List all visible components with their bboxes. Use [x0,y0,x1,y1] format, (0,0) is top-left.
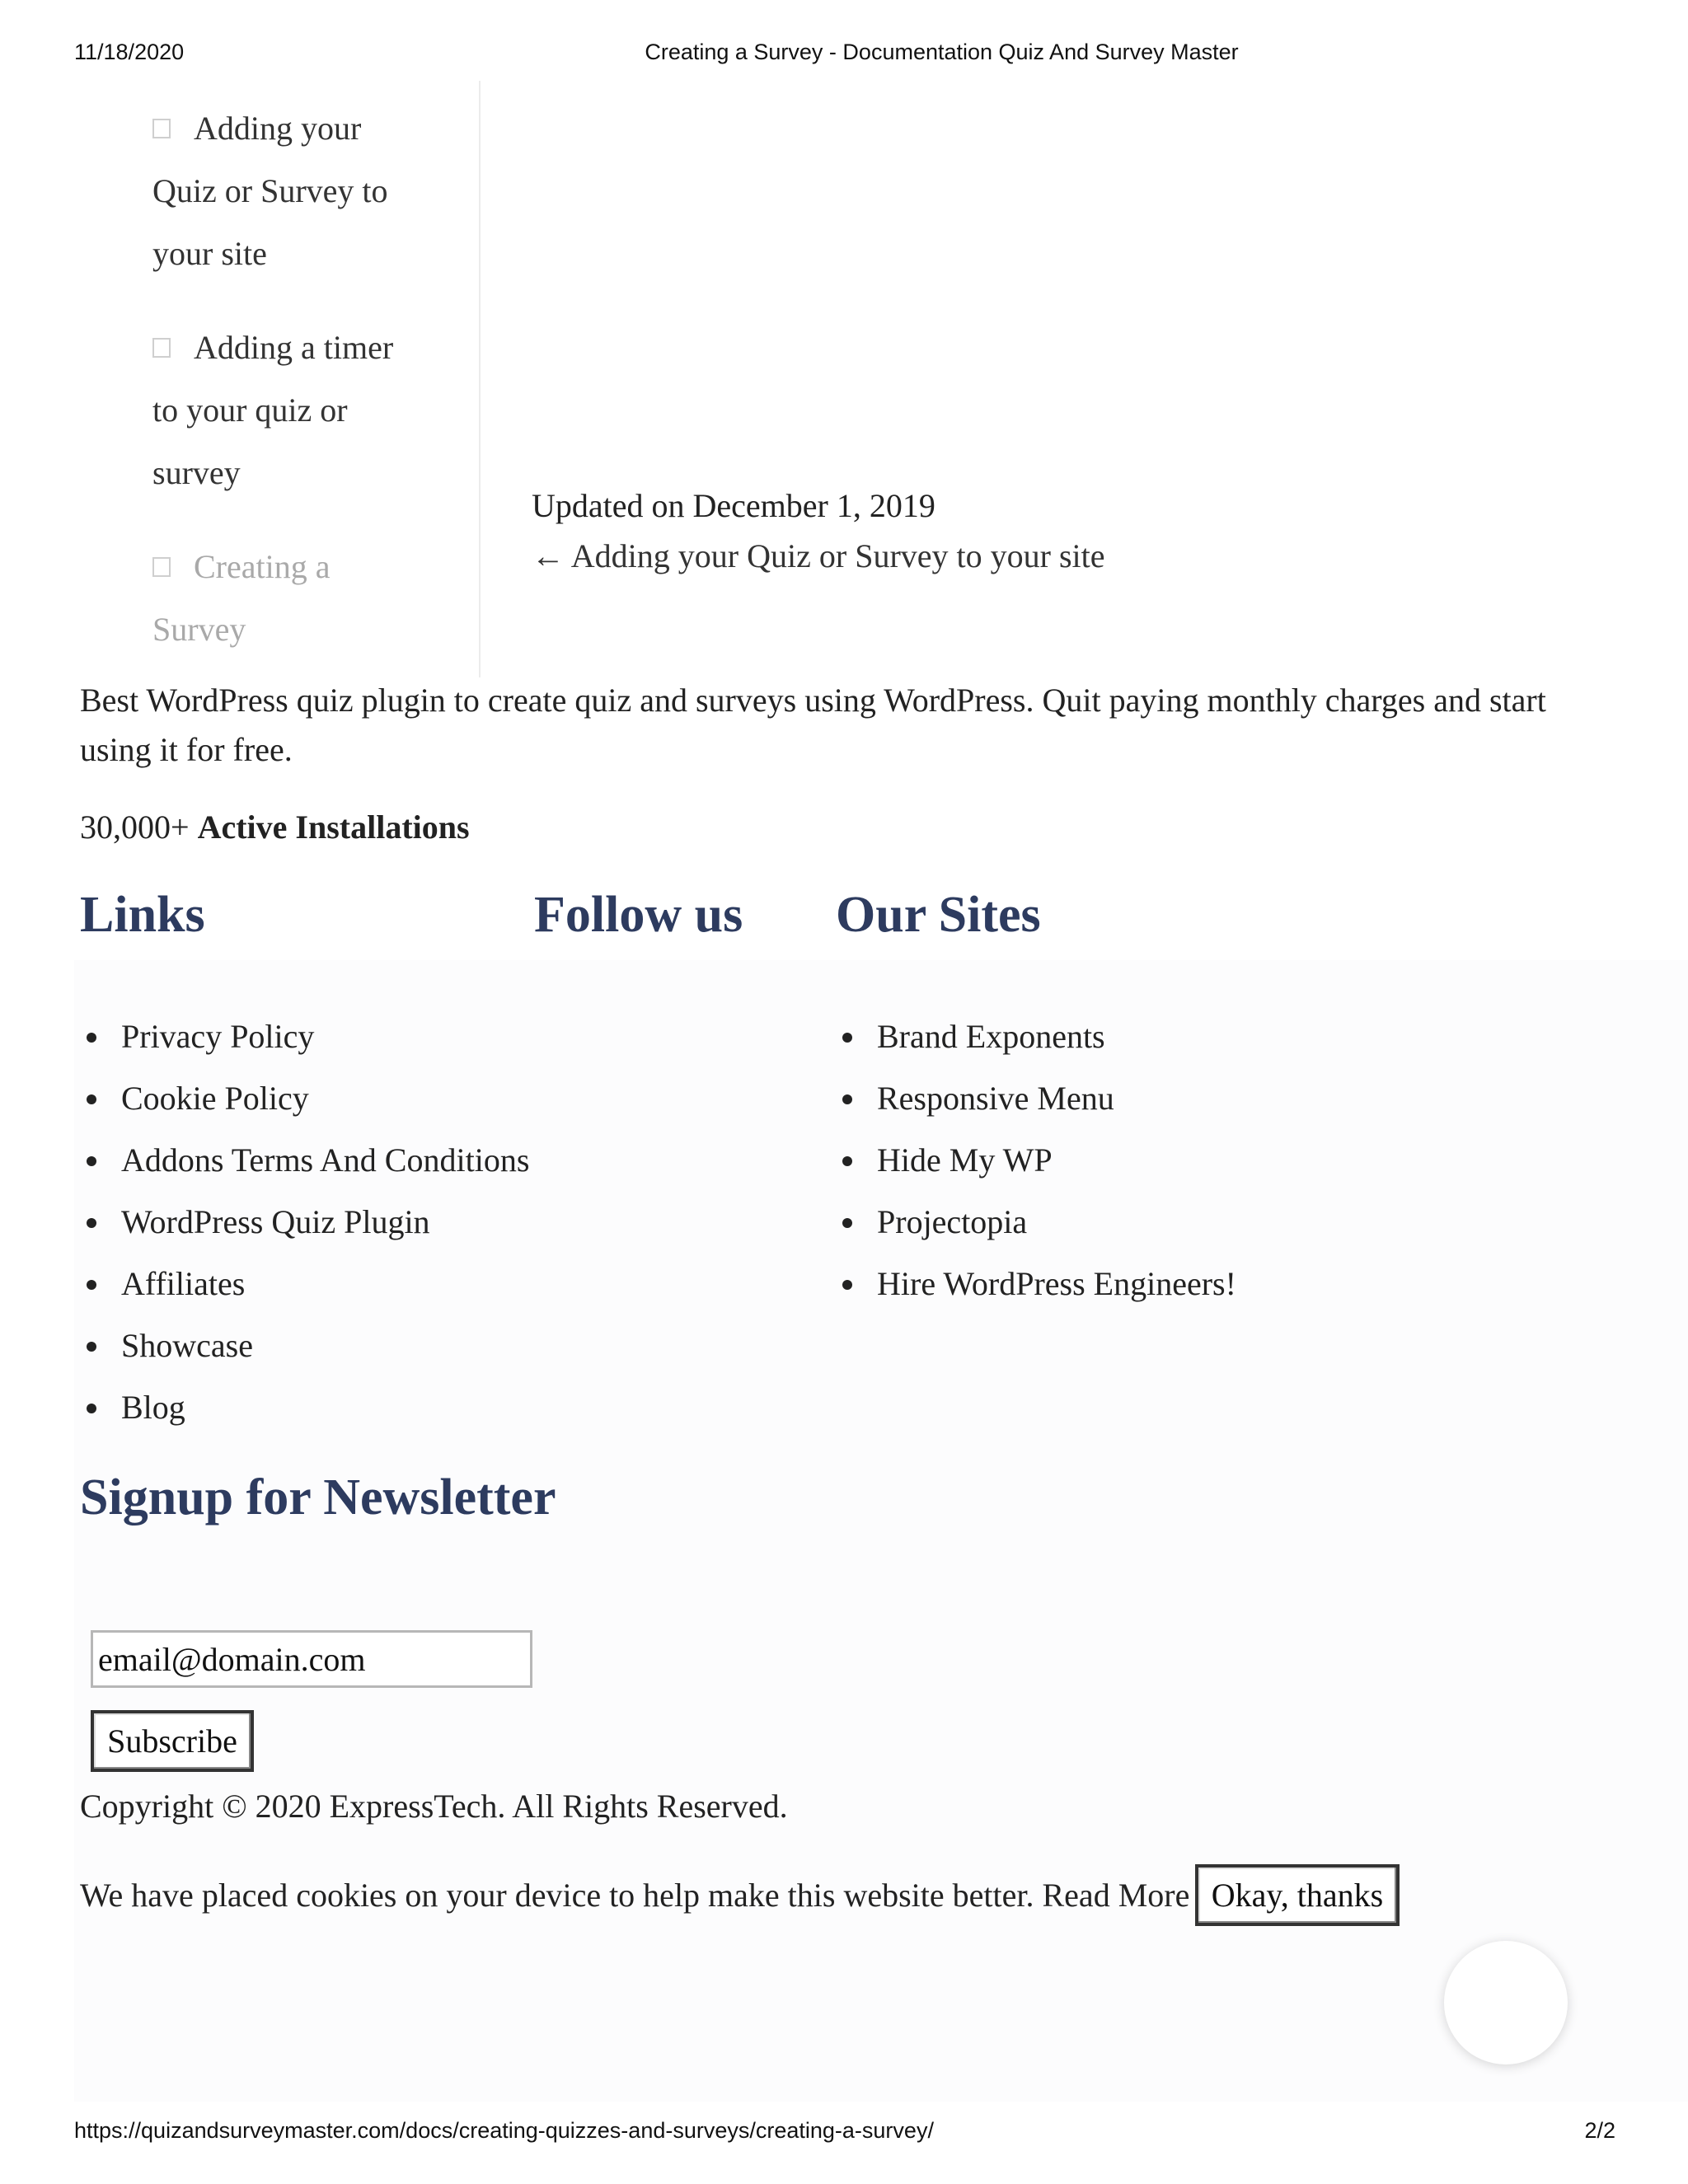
newsletter-email-input[interactable] [91,1630,532,1688]
installs-label: Active Installations [197,808,470,846]
docs-sidebar [74,81,481,677]
footer-link-blog[interactable]: Blog [80,1376,529,1438]
site-link-hide-my-wp[interactable]: Hide My WP [836,1129,1236,1191]
footer-links-list [80,1005,529,1438]
active-installations [80,808,470,846]
footer-link-wordpress-quiz-plugin[interactable]: WordPress Quiz Plugin [80,1191,529,1253]
copyright-text: Copyright © 2020 ExpressTech. All Rights Reserved. [80,1788,788,1825]
print-page-title: Creating a Survey - Documentation Quiz And Survey Master [645,40,1239,64]
footer-link-cookie-policy[interactable]: Cookie Policy [80,1067,529,1129]
sidebar-item-label: Creating a Survey [152,548,331,648]
previous-article-label: Adding your Quiz or Survey to your site [570,537,1105,574]
document-icon [152,338,171,358]
print-page-number: 2/2 [1584,2118,1615,2143]
print-date: 11/18/2020 [74,40,185,64]
our-sites-heading: Our Sites [836,887,1041,943]
footer-link-showcase[interactable]: Showcase [80,1315,529,1376]
sidebar-item-adding-quiz-to-site[interactable] [152,97,424,285]
sidebar-item-label: Adding a timer to your quiz or survey [152,329,394,491]
arrow-left-icon: ← [532,537,565,574]
site-link-brand-exponents[interactable]: Brand Exponents [836,1005,1236,1067]
site-link-hire-wordpress-engineers[interactable]: Hire WordPress Engineers! [836,1253,1236,1315]
our-sites-list [836,1005,1236,1315]
subscribe-button[interactable]: Subscribe [91,1710,254,1772]
document-icon [152,119,171,138]
updated-date: Updated on December 1, 2019 [532,487,935,524]
cookie-read-more-link[interactable]: Read More [1042,1877,1190,1914]
follow-us-heading: Follow us [534,887,743,943]
site-link-projectopia[interactable]: Projectopia [836,1191,1236,1253]
cookie-notice-text: We have placed cookies on your device to help make this website better. [80,1877,1034,1914]
footer-link-privacy-policy[interactable]: Privacy Policy [80,1005,529,1067]
floating-action-button[interactable] [1444,1941,1568,2064]
sidebar-item-adding-timer[interactable] [152,316,424,504]
newsletter-heading: Signup for Newsletter [80,1469,556,1526]
print-page-url: https://quizandsurveymaster.com/docs/creating-quizzes-and-surveys/creating-a-survey/ [74,2118,934,2143]
sidebar-item-creating-survey[interactable] [152,536,424,661]
sidebar-item-label: Adding your Quiz or Survey to your site [152,110,388,272]
cookie-notice [80,1876,1189,1915]
footer-link-affiliates[interactable]: Affiliates [80,1253,529,1315]
previous-article-link[interactable] [532,537,1105,575]
installs-count: 30,000+ [80,808,190,846]
footer-link-addons-terms[interactable]: Addons Terms And Conditions [80,1129,529,1191]
links-heading: Links [80,887,205,943]
footer-about-text: Best WordPress quiz plugin to create quiz and surveys using WordPress. Quit paying monthly charges and start using it for free. [80,682,1546,768]
document-icon [152,557,171,577]
site-link-responsive-menu[interactable]: Responsive Menu [836,1067,1236,1129]
cookie-accept-button[interactable]: Okay, thanks [1195,1864,1400,1926]
